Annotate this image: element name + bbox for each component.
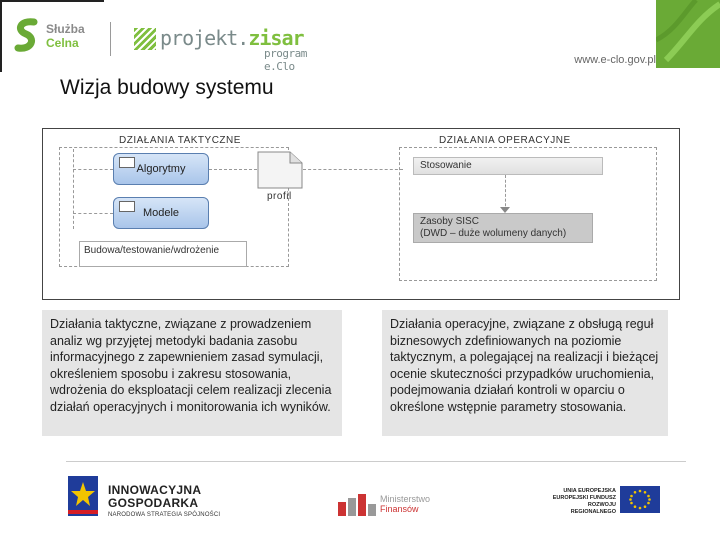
eu-logo-text [544, 488, 616, 516]
build-test-deploy-box [79, 241, 247, 267]
eu-flag-icon [620, 486, 660, 513]
logo-line1: Służba [46, 22, 85, 36]
sisc-resources-box [413, 213, 593, 243]
frame-line-top [0, 0, 104, 2]
footer-divider [66, 461, 686, 462]
ministry-finance-icon [338, 494, 378, 516]
sisc-line1: Zasoby SISC [420, 216, 479, 227]
logo-word-plain: projekt. [160, 26, 249, 50]
ministry-finance-logo [380, 494, 430, 514]
component-icon [119, 201, 135, 212]
operational-section-label: DZIAŁANIA OPERACYJNE [439, 135, 571, 146]
models-box [113, 197, 209, 229]
system-diagram [42, 128, 680, 300]
connector-line [505, 175, 506, 211]
connector-line [73, 213, 113, 214]
ig-line1: INNOWACYJNA [108, 483, 202, 497]
tactical-description-panel [42, 310, 342, 436]
projekt-zisar-logo [134, 22, 324, 73]
ig-line2: GOSPODARKA [108, 496, 199, 510]
connector-line [209, 169, 257, 170]
decorative-tile [656, 0, 720, 68]
innovative-economy-logo [108, 484, 220, 518]
profile-label: profil [267, 191, 292, 202]
mf-line1: Ministerstwo [380, 494, 431, 504]
component-icon [119, 157, 135, 168]
ue-line2: EUROPEJSKI FUNDUSZ [552, 495, 616, 501]
profile-document-icon [257, 151, 303, 189]
build-test-deploy-label: Budowa/testowanie/wdrożenie [84, 245, 220, 256]
mf-line2: Finansów [380, 504, 419, 514]
logo-subline: program e.Clo [264, 47, 307, 73]
connector-line [73, 149, 74, 229]
site-url: www.e-clo.gov.pl [574, 54, 656, 66]
models-label: Modele [142, 207, 180, 219]
header-divider [110, 22, 111, 56]
sisc-line2: (DWD – duże wolumeny danych) [420, 228, 567, 239]
frame-line-left [0, 0, 2, 72]
sluzba-celna-logo [14, 16, 94, 58]
algorithms-label: Algorytmy [136, 163, 186, 175]
zisar-stripes-icon [134, 28, 156, 50]
usage-label: Stosowanie [420, 160, 472, 171]
ue-line3: ROZWOJU REGIONALNEGO [570, 502, 616, 515]
connector-line [73, 169, 113, 170]
ig-line3: NARODOWA STRATEGIA SPÓJNOŚCI [108, 512, 221, 518]
logo-word-brand: zisar [248, 26, 304, 50]
usage-bar [413, 157, 603, 175]
tactical-description-text: Działania taktyczne, związane z prowadzeniem analiz wg przyjętej metodyki badania zasobu informacyjnego z zapewnieniem zasad symulacji, określeniem sposobu i zakresu stosowania, wdrożenia do eksploatacji celem realizacji zlecenia działań operacyjnych i monitorowania ich wyników. [50, 317, 332, 414]
leaf-pattern-icon [656, 0, 720, 68]
page-title: Wizja budowy systemu [60, 76, 274, 99]
algorithms-box [113, 153, 209, 185]
tactical-section-label: DZIAŁANIA TAKTYCZNE [119, 135, 241, 146]
operational-description-panel [382, 310, 668, 436]
sluzba-celna-icon [14, 18, 40, 52]
operational-description-text: Działania operacyjne, związane z obsługą reguł biznesowych zdefiniowanych na poziomie taktycznym, a polegającej na realizacji i bieżącej ocenie skuteczności przypadków uruchomienia, podejmowania działań kontroli w oparciu o określone wstępnie parametry stosowania. [390, 317, 659, 414]
logo-line2: Celna [46, 36, 79, 50]
innovative-economy-icon [66, 474, 100, 524]
connector-line [303, 169, 403, 170]
ue-line1: UNIA EUROPEJSKA [563, 488, 616, 494]
